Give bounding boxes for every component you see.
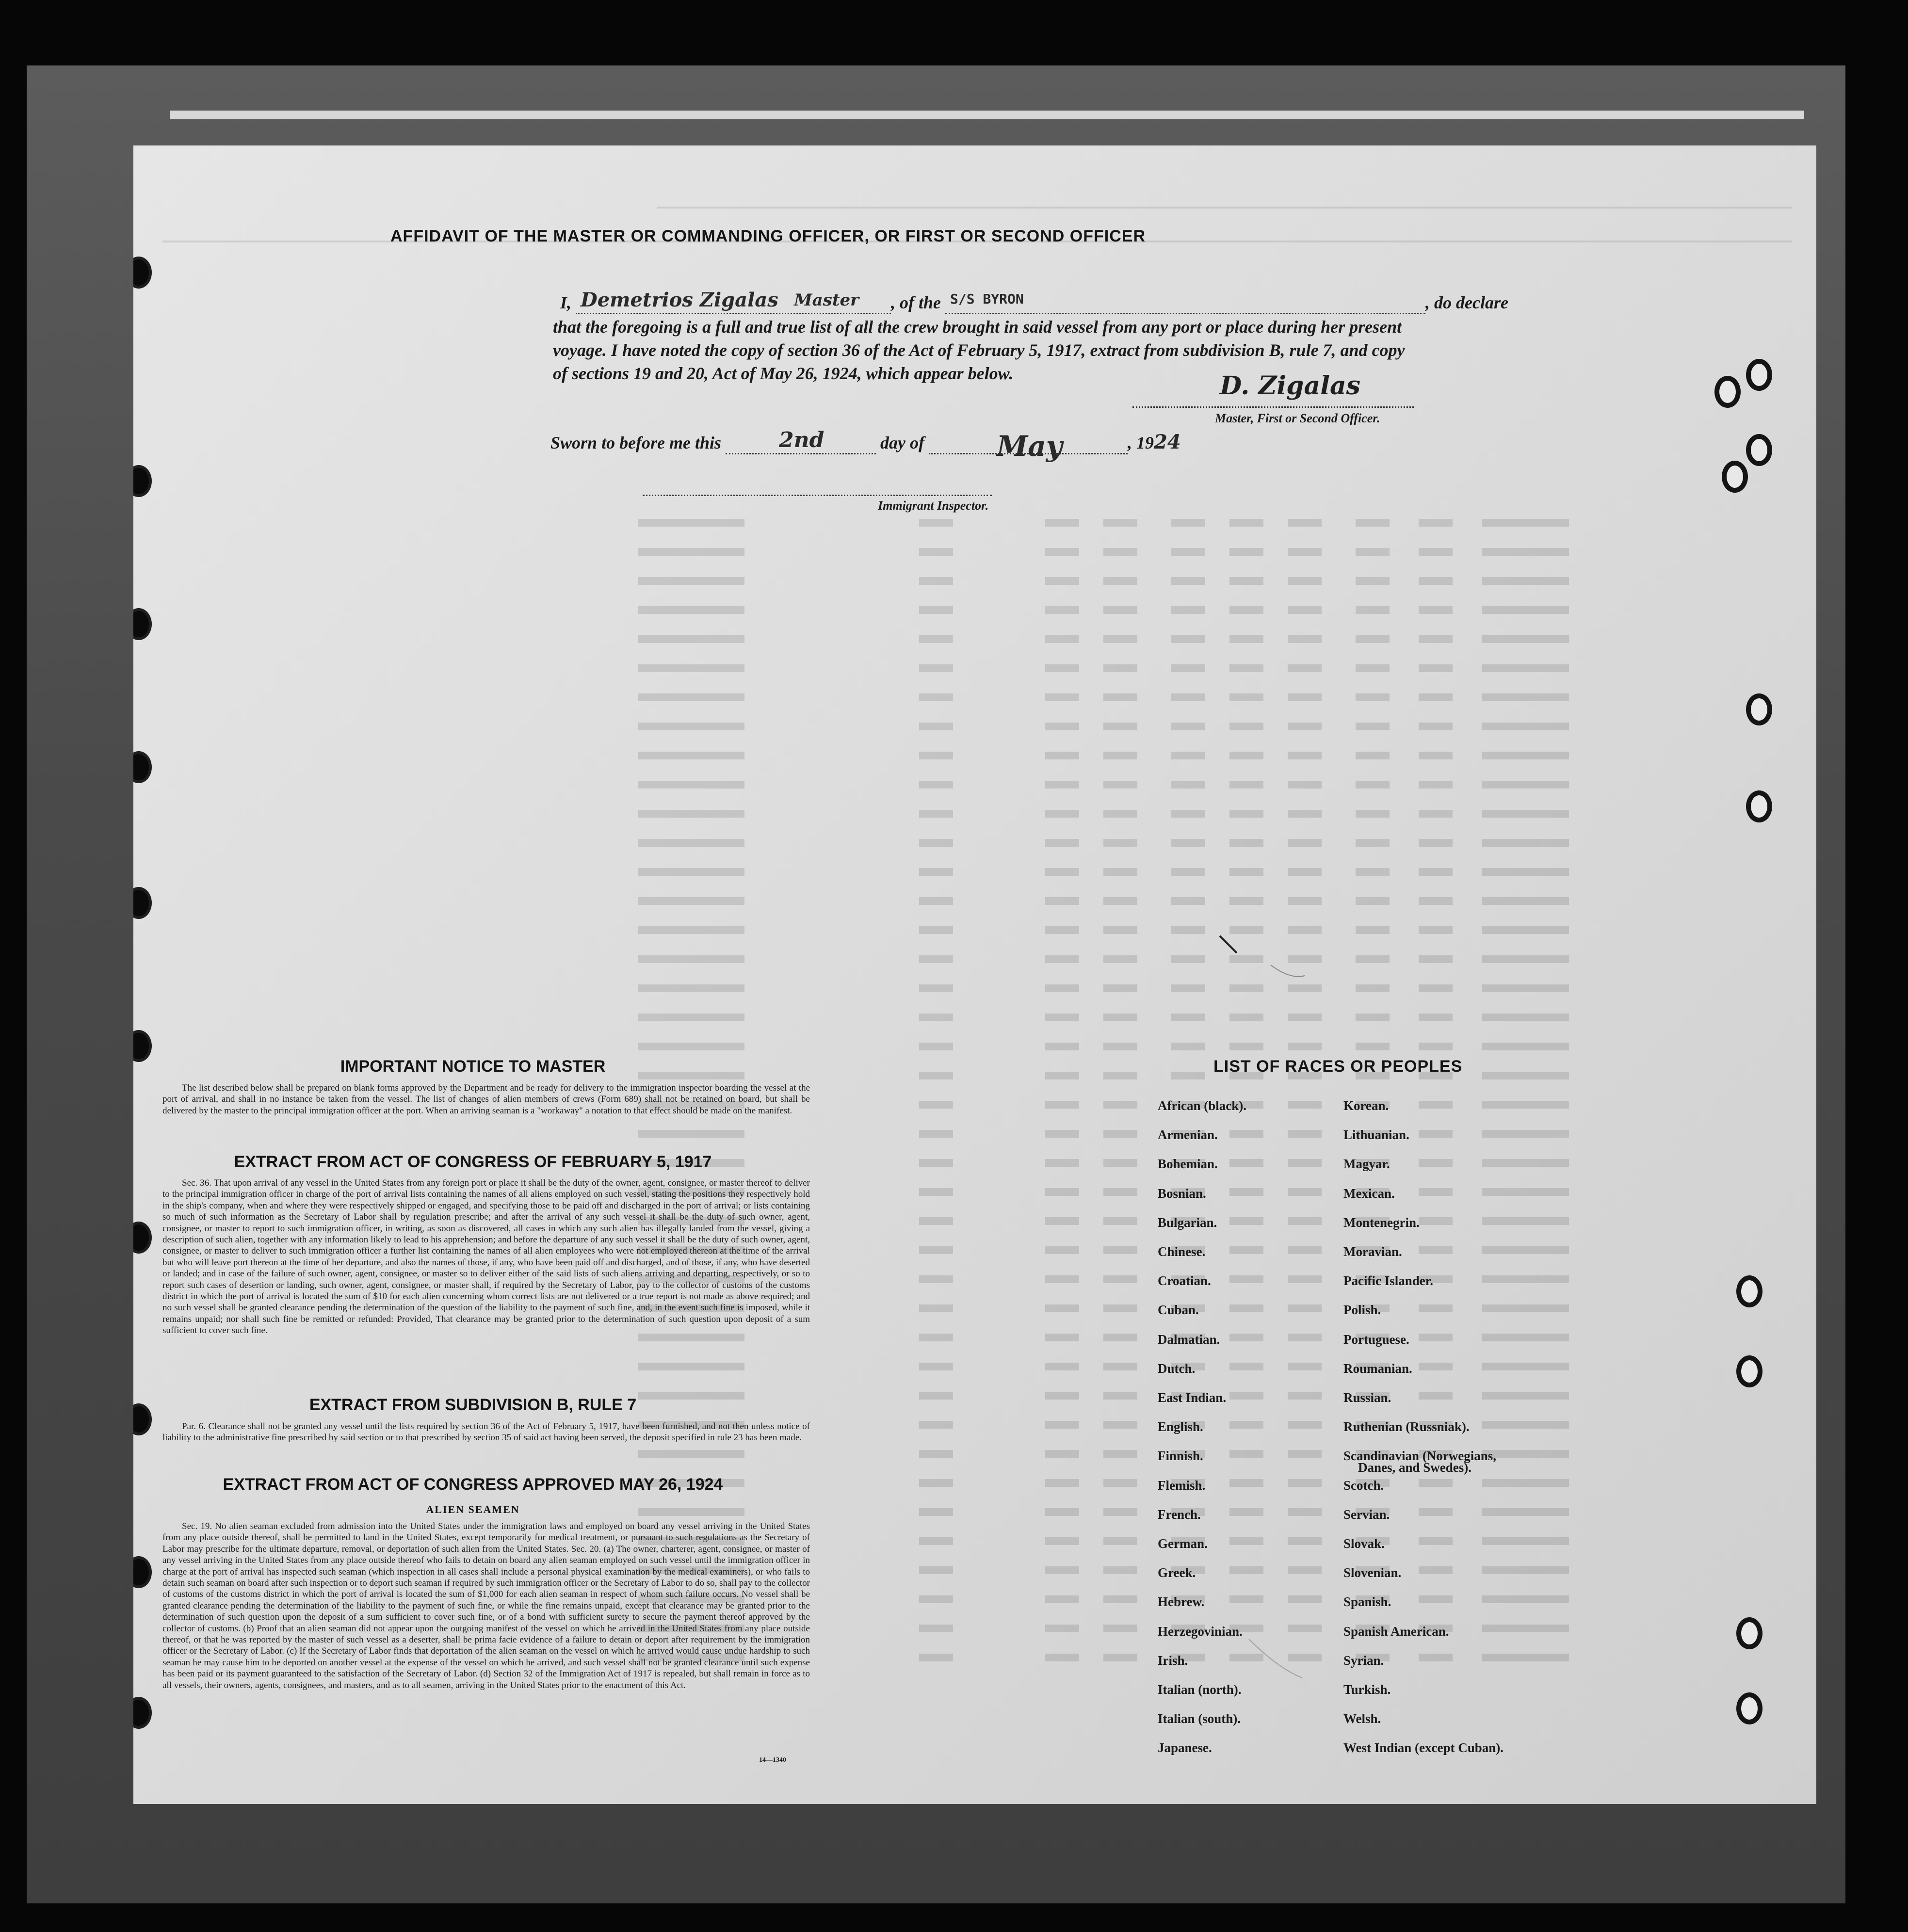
race-item: English. <box>1158 1419 1203 1434</box>
affidavit-line-4: of sections 19 and 20, Act of May 26, 1924, which appear below. <box>553 364 1014 383</box>
race-item: Scotch. <box>1343 1478 1384 1493</box>
form-number: 14—1340 <box>759 1756 786 1764</box>
affidavit-title: AFFIDAVIT OF THE MASTER OR COMMANDING OFFICER, OR FIRST OR SECOND OFFICER <box>390 227 1146 245</box>
vessel-name: S/S BYRON <box>950 291 1024 307</box>
pencil-marks <box>133 145 1816 1804</box>
notice-text: The list described below shall be prepared on blank forms approved by the Department and be ready for delivery to the immigration inspector boarding the vessel at the port of arrival, and shall in no instance be taken from the vessel. The list of changes of alien members of crews (Form 689) shall not be retained on board, but shall be delivered by the master to the principal immigration officer at the port. When an arriving seaman is a "workaway" a notation to that effect should be made on the manifest. <box>162 1083 810 1116</box>
race-item: Welsh. <box>1343 1711 1381 1726</box>
race-item: Italian (south). <box>1158 1711 1241 1726</box>
race-item: Syrian. <box>1343 1653 1384 1668</box>
master-signature: D. Zigalas <box>1220 371 1360 401</box>
alien-seamen-subtitle: ALIEN SEAMEN <box>426 1503 520 1515</box>
race-item: Ruthenian (Russniak). <box>1343 1419 1470 1434</box>
race-item: Hebrew. <box>1158 1594 1205 1610</box>
race-item: Bohemian. <box>1158 1157 1218 1172</box>
rule-7-text: Par. 6. Clearance shall not be granted any vessel until the lists required by section 36 of the Act of February 5, 1917, have been furnished, and not then unless notice of liability to the administrative fine prescribed by said section or to that prescribed by section 35 of said act having been served, the deposit specified in rule 23 has been made. <box>162 1421 810 1443</box>
race-item: Russian. <box>1343 1390 1391 1405</box>
race-item: German. <box>1158 1536 1208 1551</box>
race-item: Dutch. <box>1158 1361 1196 1376</box>
race-item: Slovenian. <box>1343 1565 1402 1580</box>
extract-1917-title: EXTRACT FROM ACT OF CONGRESS OF FEBRUARY 5, 1917 <box>234 1153 712 1171</box>
race-item: Greek. <box>1158 1565 1196 1580</box>
affidavit-line-2: that the foregoing is a full and true list of all the crew brought in said vessel from any port or place during her present <box>553 317 1402 337</box>
race-item: Turkish. <box>1343 1682 1391 1697</box>
race-item: Flemish. <box>1158 1478 1206 1493</box>
affidavit-line-3: voyage. I have noted the copy of section 36 of the Act of February 5, 1917, extract from subdivision B, rule 7, and copy <box>553 340 1405 360</box>
rule-7-title: EXTRACT FROM SUBDIVISION B, RULE 7 <box>309 1396 637 1414</box>
race-item: Herzegovinian. <box>1158 1624 1243 1639</box>
race-item: Lithuanian. <box>1343 1127 1409 1143</box>
race-item: Finnish. <box>1158 1449 1203 1464</box>
race-item: Italian (north). <box>1158 1682 1242 1697</box>
race-item: Bulgarian. <box>1158 1215 1217 1230</box>
race-item: Bosnian. <box>1158 1186 1206 1201</box>
extract-1917-text: Sec. 36. That upon arrival of any vessel in the United States from any foreign port or place it shall be the duty of the owner, agent, consignee, or master thereof to deliver to the principal immigration officer in charge of the port of arrival lists containing the names of all aliens employed on such vessel, stating the positions they respectively hold in the ship's company, when and where they were respectively shipped or engaged, and specifying those to be paid off and discharged in the port of arrival; or lists containing so much of such information as the Secretary of Labor shall by regulation prescribe; and after the arrival of any such vessel it shall be the duty of such owner, agent, consignee, or master to report to such immigration officer, in writing, as soon as discovered, all cases in which any such alien has illegally landed from the vessel, giving a description of such alien, together with any information likely to lead to his apprehension; and before the departure of any such vessel it shall be the duty of such owner, agent, consignee, or master to deliver to such immigration officer a further list containing the names of all alien employees who were not employed thereon at the time of the arrival but who will leave port thereon at the time of her departure, and also the names of those, if any, who have been paid off and discharged, and of those, if any, who have deserted or landed; and in case of the failure of such owner, agent, consignee, or master so to deliver either of the said lists of such aliens arriving and departing, respectively, or so to report such cases of desertion or landing, such owner, agent, consignee, or master shall, if required by the Secretary of Labor, pay to the collector of customs of the customs district in which the port of arrival is located the sum of $10 for each alien concerning whom correct lists are not delivered or a true report is not made as above required; and no such vessel shall be granted clearance pending the determination of the question of the liability to the payment of such fine, and, in the event such fine is imposed, while it remains unpaid; nor shall such fine be remitted or refunded: Provided, That clearance may be granted prior to the determination of such question upon deposit of a sum sufficient to cover such fine. <box>162 1178 810 1336</box>
race-item: French. <box>1158 1507 1201 1522</box>
race-item: Armenian. <box>1158 1127 1218 1143</box>
inspector-caption: Immigrant Inspector. <box>878 499 989 513</box>
race-item: Roumanian. <box>1343 1361 1412 1376</box>
master-name: Demetrios Zigalas <box>581 289 778 311</box>
race-item: Dalmatian. <box>1158 1332 1220 1347</box>
race-item: Spanish. <box>1343 1594 1391 1610</box>
extract-1924-text: Sec. 19. No alien seaman excluded from admission into the United States under the immigration laws and employed on board any vessel arriving in the United States from any place outside thereof, shall be permitted to land in the United States, except temporarily for medical treatment, or pursuant to such regulations as the Secretary of Labor may prescribe for the ultimate departure, removal, or deportation of such alien from the United States. Sec. 20. (a) The owner, charterer, agent, consignee, or master of any vessel arriving in the United States from any place outside thereof who fails to detain on board any alien seaman employed on such vessel until the immigration officer in charge at the port of arrival has inspected such seaman (which inspection in all cases shall include a personal physical examination by the medical examiners), or who fails to detain such seaman on board after such inspection or to deport such seaman if required by such immigration officer or the Secretary of Labor to do so, shall pay to the collector of customs of the customs district in which the port of arrival is located the sum of $1,000 for each alien seaman in respect of whom such failure occurs. No vessel shall be granted clearance pending the determination of the liability to the payment of such fine, or while the fine remains unpaid, except that clearance may be granted prior to the determination of such question upon the deposit of a sum sufficient to cover such fine, or of a bond with sufficient surety to secure the payment thereof approved by the collector of customs. (b) Proof that an alien seaman did not appear upon the outgoing manifest of the vessel on which he arrived in the United States from any place outside thereof, or that he was reported by the master of such vessel as a deserter, shall be prima facie evidence of a failure to detain or deport after requirement by the immigration officer or the Secretary of Labor. (c) If the Secretary of Labor finds that deportation of the alien seaman on the vessel on which he arrived would cause undue hardship to such seaman he may cause him to be deported on another vessel at the expense of the vessel on which he arrived, and such vessel shall not be granted clearance until such expense has been paid or its payment guaranteed to the satisfaction of the Secretary of Labor. (d) Section 32 of the Immigration Act of 1917 is repealed, but shall remain in force as to all vessels, their owners, agents, consignees, and masters, and as to all seamen, arriving in the United States prior to the enactment of this Act. <box>162 1521 810 1690</box>
sworn-day: 2nd <box>779 428 825 452</box>
race-item: Scandinavian (Norwegians, <box>1343 1449 1497 1464</box>
race-item: Mexican. <box>1343 1186 1395 1201</box>
affidavit-page <box>133 145 1816 1804</box>
signature-caption: Master, First or Second Officer. <box>1215 411 1380 425</box>
sworn-line: Sworn to before me this 2nd day of May , 1924 <box>550 428 1181 463</box>
sworn-month: May <box>997 430 1063 463</box>
race-item: Chinese. <box>1158 1244 1206 1259</box>
race-item: Korean. <box>1343 1098 1389 1113</box>
race-item: Portuguese. <box>1343 1332 1409 1347</box>
race-item: East Indian. <box>1158 1390 1227 1405</box>
race-item: Danes, and Swedes). <box>1358 1460 1472 1475</box>
race-item: Cuban. <box>1158 1303 1199 1318</box>
master-rank: Master <box>794 290 859 310</box>
race-item: Irish. <box>1158 1653 1188 1668</box>
race-item: Polish. <box>1343 1303 1381 1318</box>
affidavit-declaration-line: I, Demetrios Zigalas Master , of the S/S BYRON , do declare <box>560 291 1508 314</box>
race-item: Magyar. <box>1343 1157 1390 1172</box>
race-item: Slovak. <box>1343 1536 1385 1551</box>
race-item: Spanish American. <box>1343 1624 1449 1639</box>
race-item: Montenegrin. <box>1343 1215 1420 1230</box>
extract-1924-title: EXTRACT FROM ACT OF CONGRESS APPROVED MAY 26, 1924 <box>223 1475 723 1494</box>
race-item: Moravian. <box>1343 1244 1402 1259</box>
races-title: LIST OF RACES OR PEOPLES <box>1213 1057 1463 1076</box>
underlying-page-edge <box>170 111 1804 119</box>
race-item: Japanese. <box>1158 1740 1212 1755</box>
sworn-year: 24 <box>1154 431 1181 453</box>
race-item: West Indian (except Cuban). <box>1343 1740 1504 1755</box>
race-item: Croatian. <box>1158 1273 1211 1288</box>
race-item: African (black). <box>1158 1098 1246 1113</box>
notice-title: IMPORTANT NOTICE TO MASTER <box>340 1057 606 1076</box>
race-item: Pacific Islander. <box>1343 1273 1433 1288</box>
race-item: Servian. <box>1343 1507 1390 1522</box>
